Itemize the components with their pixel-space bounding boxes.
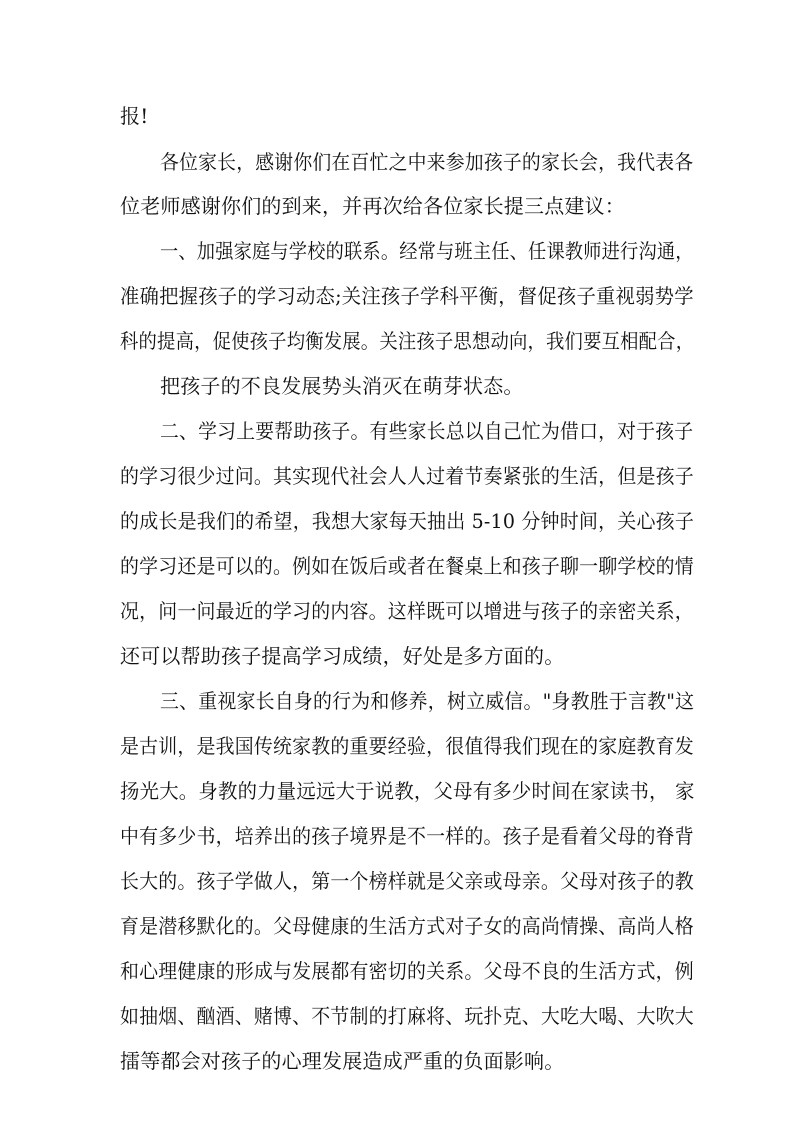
text-line: 是古训，是我国传统家教的重要经验，很值得我们现在的家庭教育发 [120, 734, 694, 758]
text-line: 准确把握孩子的学习动态;关注孩子学科平衡，督促孩子重视弱势学 [120, 284, 694, 308]
text-line: 还可以帮助孩子提高学习成绩，好处是多方面的。 [120, 644, 565, 668]
text-line: 二、学习上要帮助孩子。有些家长总以自己忙为借口，对于孩子 [160, 419, 694, 443]
text-line: 的学习很少过问。其实现代社会人人过着节奏紧张的生活，但是孩子 [120, 464, 694, 488]
text-line: 报! [120, 104, 149, 128]
text-line: 的成长是我们的希望，我想大家每天抽出 5-10 分钟时间，关心孩子 [120, 509, 695, 533]
text-line: 各位家长，感谢你们在百忙之中来参加孩子的家长会，我代表各 [160, 150, 694, 174]
text-line: 位老师感谢你们的到来，并再次给各位家长提三点建议： [120, 194, 625, 218]
text-line: 况，问一问最近的学习的内容。这样既可以增进与孩子的亲密关系， [120, 599, 694, 623]
text-line: 和心理健康的形成与发展都有密切的关系。父母不良的生活方式，例 [120, 959, 694, 983]
text-line: 如抽烟、酗酒、赌博、不节制的打麻将、玩扑克、大吃大喝、大吹大 [120, 1004, 694, 1028]
text-line: 擂等都会对孩子的心理发展造成严重的负面影响。 [120, 1049, 565, 1073]
text-line: 的学习还是可以的。例如在饭后或者在餐桌上和孩子聊一聊学校的情 [120, 554, 694, 578]
text-line: 中有多少书，培养出的孩子境界是不一样的。孩子是看着父母的脊背 [120, 824, 694, 848]
text-line: 三、重视家长自身的行为和修养，树立威信。"身教胜于言教"这 [160, 689, 695, 713]
text-line: 扬光大。身教的力量远远大于说教，父母有多少时间在家读书， 家 [120, 779, 695, 803]
text-line: 科的提高，促使孩子均衡发展。关注孩子思想动向，我们要互相配合， [120, 329, 695, 353]
text-line: 把孩子的不良发展势头消灭在萌芽状态。 [160, 374, 524, 398]
text-line: 一、加强家庭与学校的联系。经常与班主任、任课教师进行沟通， [160, 239, 694, 263]
text-line: 育是潜移默化的。父母健康的生活方式对子女的高尚情操、高尚人格 [120, 914, 694, 938]
text-line: 长大的。孩子学做人，第一个榜样就是父亲或母亲。父母对孩子的教 [120, 869, 694, 893]
